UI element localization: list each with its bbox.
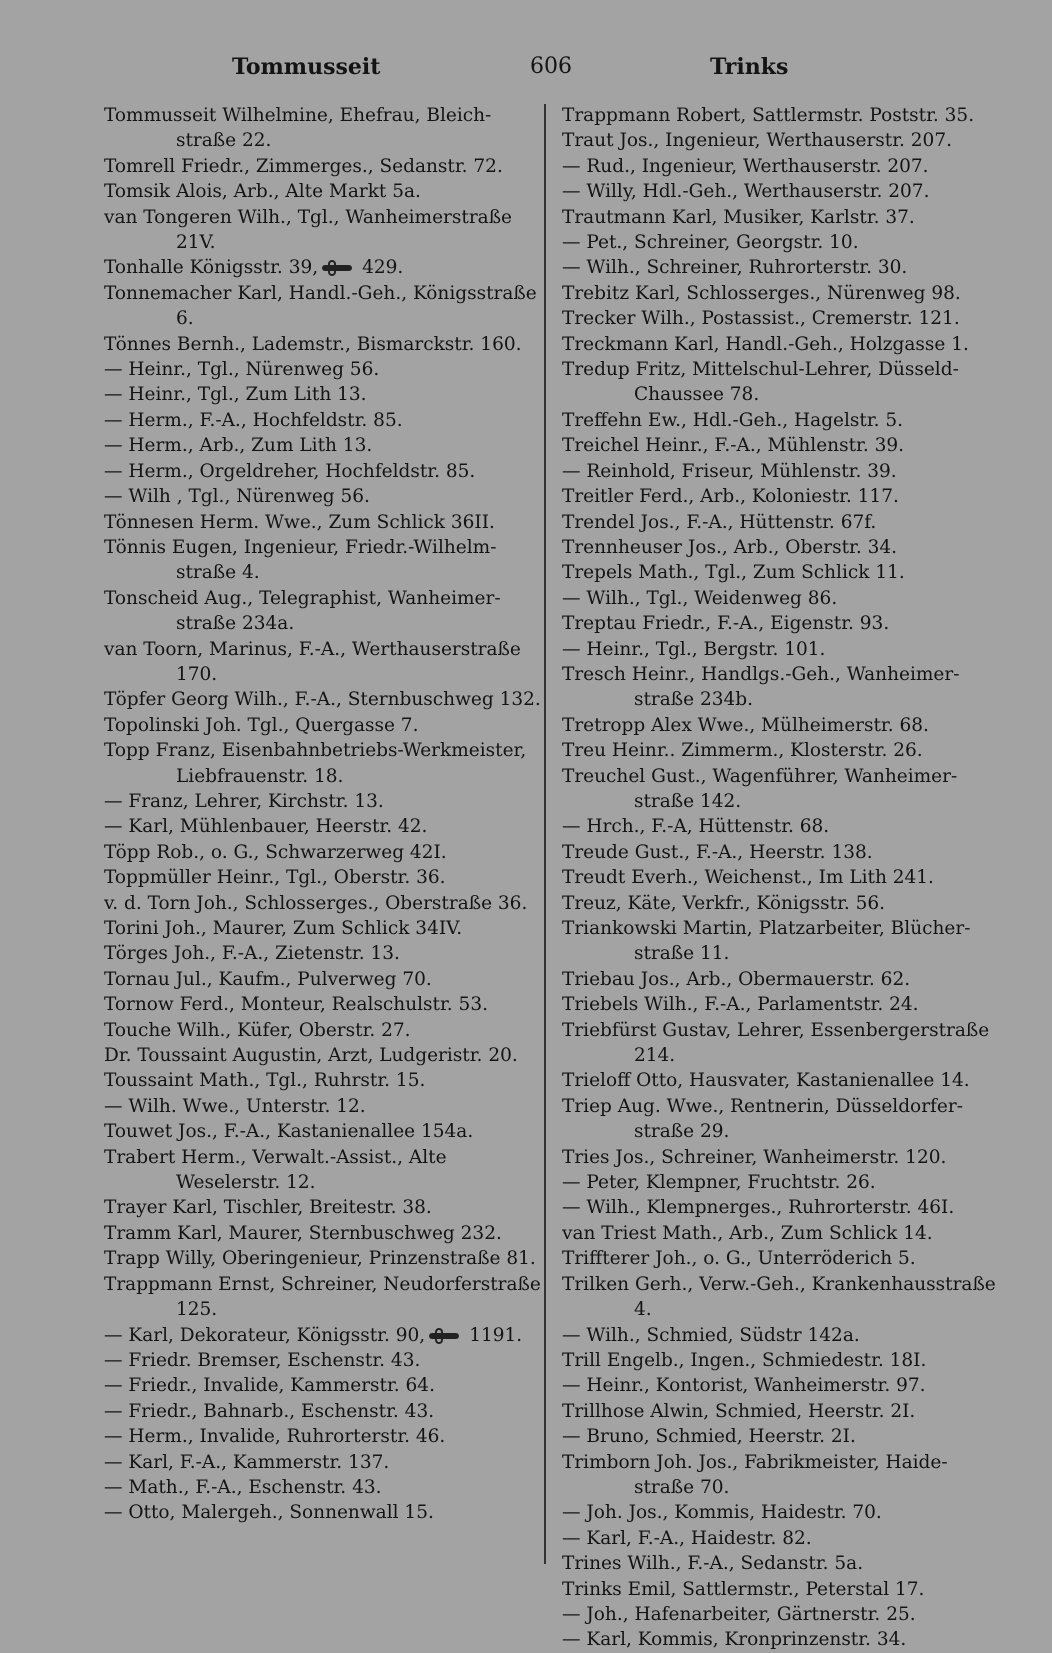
directory-entry	[562, 255, 1000, 280]
directory-entry	[562, 230, 1000, 255]
directory-entry	[562, 128, 1000, 153]
directory-entry	[562, 1068, 1000, 1093]
entry-text: Tomsik Alois, Arb., Alte Markt 5a.	[104, 181, 421, 203]
directory-entry	[104, 1246, 542, 1271]
directory-entry	[562, 865, 1000, 890]
entry-text: Tredup Fritz, Mittelschul-Lehrer, DüsseldChaussee 78.	[562, 359, 959, 406]
entry-text: — Heinr., Kontorist, Wanheimerstr. 97.	[562, 1375, 926, 1397]
directory-entry	[104, 814, 542, 839]
entry-text: Trayer Karl, Tischler, Breitestr. 38.	[104, 1197, 432, 1219]
entry-text: — Reinhold, Friseur, Mühlenstr. 39.	[562, 460, 897, 482]
entry-text: — Joh., Hafenarbeiter, Gärtnerstr. 25.	[562, 1603, 916, 1625]
entry-text: — Wilh., Schmied, Südstr 142a.	[562, 1324, 860, 1346]
entry-text: — Heinr., Tgl., Nürenweg 56.	[104, 359, 380, 381]
entry-text: Trilken Gerh., Verw.-Geh., Krankenhausstraße 4.	[562, 1273, 996, 1321]
entry-text: Töpp Rob., o. G., Schwarzerweg 42I.	[104, 841, 447, 863]
entry-text: — Herm., Orgeldreher, Hochfeldstr. 85.	[104, 460, 476, 482]
directory-entry	[104, 357, 542, 382]
entry-text: Tonscheid Aug., Telegraphist, Wanheimerstraße 234a.	[104, 587, 501, 635]
entry-text: — Bruno, Schmied, Heerstr. 2I.	[562, 1426, 856, 1448]
directory-entry	[104, 941, 542, 966]
entry-text: Tornow Ferd., Monteur, Realschulstr. 53.	[104, 994, 488, 1016]
entry-text: Treichel Heinr., F.-A., Mühlenstr. 39.	[562, 435, 904, 457]
directory-entry	[562, 814, 1000, 839]
directory-entry	[104, 103, 542, 154]
column-divider	[544, 104, 546, 1564]
entry-text: Tresch Heinr., Handlgs.-Geh., Wanheimerstraße 234b.	[562, 663, 960, 711]
entry-text: Trabert Herm., Verwalt.-Assist., Alte Weselerstr. 12.	[104, 1146, 447, 1194]
directory-entry	[562, 1221, 1000, 1246]
directory-entry	[562, 1399, 1000, 1424]
entry-text: — Heinr., Tgl., Zum Lith 13.	[104, 384, 367, 406]
directory-entry	[562, 1348, 1000, 1373]
entry-text: Tretropp Alex Wwe., Mülheimerstr. 68.	[562, 714, 929, 736]
entry-text: Trappmann Robert, Sattlermstr. Poststr. 35.	[562, 105, 975, 126]
directory-entry	[562, 611, 1000, 636]
entry-text: Töpfer Georg Wilh., F.-A., Sternbuschweg 132.	[104, 689, 541, 711]
directory-entry	[562, 840, 1000, 865]
entry-text: Trendel Jos., F.-A., Hüttenstr. 67f.	[562, 511, 877, 533]
entry-text: Trillhose Alwin, Schmied, Heerstr. 2I.	[562, 1400, 916, 1422]
entry-text: Triebels Wilh., F.-A., Parlamentstr. 24.	[562, 994, 919, 1016]
entry-text: van Toorn, Marinus, F.-A., Werthauserstraße 170.	[104, 638, 521, 685]
entry-text: Topolinski Joh. Tgl., Quergasse 7.	[104, 714, 419, 736]
entry-text: — Friedr. Bremser, Eschenstr. 43.	[104, 1349, 421, 1371]
directory-entry	[104, 789, 542, 814]
directory-entry	[562, 967, 1000, 992]
directory-entry	[104, 865, 542, 890]
directory-entry	[104, 179, 542, 204]
entry-text: Treffehn Ew., Hdl.-Geh., Hagelstr. 5.	[562, 409, 904, 431]
directory-entry	[562, 1145, 1000, 1170]
entry-text: — Wilh., Tgl., Weidenweg 86.	[562, 587, 838, 609]
entry-text: Treptau Friedr., F.-A., Eigenstr. 93.	[562, 613, 890, 635]
directory-entry	[562, 891, 1000, 916]
directory-entry	[562, 1170, 1000, 1195]
directory-entry	[104, 205, 542, 256]
directory-entry	[562, 1018, 1000, 1069]
directory-entry	[562, 738, 1000, 763]
directory-entry	[562, 1577, 1000, 1602]
entry-text: — Franz, Lehrer, Kirchstr. 13.	[104, 790, 384, 812]
directory-entry	[562, 332, 1000, 357]
directory-entry	[104, 332, 542, 357]
entry-text: Triebfürst Gustav, Lehrer, Essenbergerstraße 214.	[562, 1019, 990, 1067]
directory-entry	[562, 535, 1000, 560]
directory-entry	[104, 1043, 542, 1068]
entry-text: Torini Joh., Maurer, Zum Schlick 34IV.	[104, 918, 463, 939]
entry-text: Tramm Karl, Maurer, Sternbuschweg 232.	[104, 1222, 502, 1244]
directory-entry	[562, 992, 1000, 1017]
entry-text: Trautmann Karl, Musiker, Karlstr. 37.	[562, 206, 915, 228]
directory-entry	[562, 1272, 1000, 1323]
directory-entry	[104, 1373, 542, 1398]
entry-text: Tries Jos., Schreiner, Wanheimerstr. 120.	[562, 1146, 947, 1168]
directory-entry	[104, 510, 542, 535]
entry-text: Törges Joh., F.-A., Zietenstr. 13.	[104, 943, 400, 965]
directory-entry	[562, 459, 1000, 484]
directory-entry	[562, 662, 1000, 713]
directory-entry	[104, 484, 542, 509]
directory-entry	[562, 154, 1000, 179]
header-left-keyword: Tommusseit	[232, 54, 381, 80]
entry-text: — Karl, Dekorateur, Königsstr. 90,	[104, 1324, 426, 1346]
entry-text: — Peter, Klempner, Fruchtstr. 26.	[562, 1172, 876, 1194]
page-number: 606	[530, 54, 572, 79]
entry-text: Trennheuser Jos., Arb., Oberstr. 34.	[562, 536, 898, 558]
entry-text: Tonnemacher Karl, Handl.-Geh., Königsstraße 6.	[104, 282, 537, 330]
entry-text: — Pet., Schreiner, Georgstr. 10.	[562, 232, 859, 254]
entry-text: Triffterer Joh., o. G., Unterröderich 5.	[562, 1248, 916, 1270]
entry-text: Tönnis Eugen, Ingenieur, Friedr.-Wilhelmstraße 4.	[104, 536, 497, 584]
directory-entry	[562, 1094, 1000, 1145]
directory-entry	[562, 764, 1000, 815]
entry-text: — Joh. Jos., Kommis, Haidestr. 70.	[562, 1502, 882, 1524]
directory-entry	[104, 738, 542, 789]
directory-entry	[104, 1272, 542, 1323]
directory-entry	[562, 1551, 1000, 1576]
directory-entry	[104, 992, 542, 1017]
entry-text: Trimborn Joh. Jos., Fabrikmeister, Haidestraße 70.	[562, 1451, 948, 1498]
entry-text: Tomrell Friedr., Zimmerges., Sedanstr. 72.	[104, 155, 503, 177]
entry-text: Tonhalle Königsstr. 39,	[104, 257, 319, 279]
entry-text: — Math., F.-A., Eschenstr. 43.	[104, 1476, 382, 1498]
entry-text: Tönnes Bernh., Lademstr., Bismarckstr. 160.	[104, 333, 522, 355]
entry-text: — Karl, Kommis, Kronprinzenstr. 34.	[562, 1629, 907, 1651]
directory-entry	[104, 1323, 542, 1348]
entry-text: — Herm., Invalide, Ruhrorterstr. 46.	[104, 1426, 446, 1448]
directory-entry	[104, 433, 542, 458]
entry-text: Triankowski Martin, Platzarbeiter, Blücherstraße 11.	[562, 918, 971, 965]
directory-entry	[104, 967, 542, 992]
directory-entry	[104, 1145, 542, 1196]
entry-text: Touche Wilh., Küfer, Oberstr. 27.	[104, 1019, 411, 1041]
entry-text: Triebau Jos., Arb., Obermauerstr. 62.	[562, 968, 911, 990]
directory-entry	[562, 1195, 1000, 1220]
directory-entry	[562, 306, 1000, 331]
directory-entry	[562, 586, 1000, 611]
entry-text: Trinks Emil, Sattlermstr., Peterstal 17.	[562, 1578, 925, 1600]
directory-entry	[104, 281, 542, 332]
directory-entry	[104, 1450, 542, 1475]
entry-text: Treude Gust., F.-A., Heerstr. 138.	[562, 841, 873, 863]
directory-entry	[104, 1221, 542, 1246]
entry-text: Treitler Ferd., Arb., Koloniestr. 117.	[562, 486, 899, 508]
phone-number: 429.	[362, 257, 404, 279]
directory-entry	[562, 357, 1000, 408]
entry-text: van Triest Math., Arb., Zum Schlick 14.	[562, 1222, 933, 1244]
directory-entry	[104, 535, 542, 586]
directory-entry	[104, 713, 542, 738]
entry-text: v. d. Torn Joh., Schlosserges., Oberstraße 36.	[104, 892, 528, 914]
entry-text: — Wilh., Schreiner, Ruhrorterstr. 30.	[562, 257, 908, 279]
entry-text: Trines Wilh., F.-A., Sedanstr. 5a.	[562, 1553, 864, 1575]
directory-entry	[562, 408, 1000, 433]
directory-entry	[562, 916, 1000, 967]
entry-text: Trebitz Karl, Schlosserges., Nürenweg 98.	[562, 282, 961, 304]
directory-entry	[562, 1373, 1000, 1398]
entry-text: — Karl, Mühlenbauer, Heerstr. 42.	[104, 816, 428, 838]
entry-text: Trappmann Ernst, Schreiner, Neudorferstraße 125.	[104, 1273, 541, 1321]
entry-text: Toussaint Math., Tgl., Ruhrstr. 15.	[104, 1070, 426, 1092]
directory-entry	[562, 1424, 1000, 1449]
entry-text: Trepels Math., Tgl., Zum Schlick 11.	[562, 562, 905, 584]
left-column	[104, 103, 542, 1526]
directory-entry	[562, 713, 1000, 738]
entry-text: — Wilh., Klempnerges., Ruhrorterstr. 46I.	[562, 1197, 955, 1219]
entry-text: — Wilh. Wwe., Unterstr. 12.	[104, 1095, 366, 1117]
directory-entry	[104, 1068, 542, 1093]
entry-text: — Otto, Malergeh., Sonnenwall 15.	[104, 1502, 434, 1524]
entry-text: — Herm., Arb., Zum Lith 13.	[104, 435, 373, 457]
entry-text: Tornau Jul., Kaufm., Pulverweg 70.	[104, 968, 432, 990]
directory-entry	[104, 586, 542, 637]
entry-text: Treudt Everh., Weichenst., Im Lith 241.	[562, 867, 934, 889]
directory-entry	[104, 1475, 542, 1500]
entry-text: Dr. Toussaint Augustin, Arzt, Ludgeristr. 20.	[104, 1045, 518, 1067]
telephone-icon	[429, 1330, 463, 1342]
directory-entry	[104, 916, 542, 941]
directory-entry	[104, 1195, 542, 1220]
directory-entry	[562, 1500, 1000, 1525]
directory-entry	[104, 382, 542, 407]
entry-text: Treu Heinr.. Zimmerm., Klosterstr. 26.	[562, 740, 923, 762]
entry-text: Treckmann Karl, Handl.-Geh., Holzgasse 1.	[562, 333, 969, 355]
directory-entry	[562, 179, 1000, 204]
entry-text: Traut Jos., Ingenieur, Werthauserstr. 207.	[562, 130, 952, 152]
directory-entry	[104, 1399, 542, 1424]
entry-text: — Hrch., F.-A, Hüttenstr. 68.	[562, 816, 830, 838]
directory-entry	[104, 637, 542, 688]
directory-entry	[104, 154, 542, 179]
entry-text: — Friedr., Invalide, Kammerstr. 64.	[104, 1375, 435, 1397]
phone-number: 1191.	[469, 1324, 523, 1346]
entry-text: — Rud., Ingenieur, Werthauserstr. 207.	[562, 155, 929, 177]
directory-entry	[562, 1323, 1000, 1348]
entry-text: Triep Aug. Wwe., Rentnerin, Düsseldorferstraße 29.	[562, 1095, 963, 1143]
directory-entry	[104, 1348, 542, 1373]
directory-entry	[104, 1119, 542, 1144]
page-header	[92, 54, 792, 94]
telephone-icon	[322, 262, 356, 274]
directory-entry	[562, 637, 1000, 662]
directory-entry	[104, 408, 542, 433]
entry-text: van Tongeren Wilh., Tgl., Wanheimerstraße 21V.	[104, 206, 513, 254]
entry-text: Trill Engelb., Ingen., Schmiedestr. 18I.	[562, 1349, 927, 1371]
directory-entry	[562, 1627, 1000, 1652]
right-column	[562, 103, 1000, 1653]
directory-entry	[104, 1018, 542, 1043]
directory-entry	[562, 281, 1000, 306]
entry-text: — Wilh , Tgl., Nürenweg 56.	[104, 486, 370, 508]
entry-text: — Karl, F.-A., Haidestr. 82.	[562, 1527, 812, 1549]
directory-entry	[104, 255, 542, 280]
directory-entry	[562, 560, 1000, 585]
directory-entry	[104, 1424, 542, 1449]
entry-text: Trecker Wilh., Postassist., Cremerstr. 121.	[562, 308, 960, 330]
entry-text: Trapp Willy, Oberingenieur, Prinzenstraße 81.	[104, 1248, 536, 1270]
directory-entry	[562, 1602, 1000, 1627]
directory-entry	[562, 205, 1000, 230]
entry-text: — Friedr., Bahnarb., Eschenstr. 43.	[104, 1400, 435, 1422]
entry-text: Treuz, Käte, Verkfr., Königsstr. 56.	[562, 892, 886, 914]
directory-entry	[562, 510, 1000, 535]
entry-text: Touwet Jos., F.-A., Kastanienallee 154a.	[104, 1121, 474, 1143]
entry-text: — Heinr., Tgl., Bergstr. 101.	[562, 638, 826, 660]
directory-entry	[104, 891, 542, 916]
entry-text: Topp Franz, Eisenbahnbetriebs-Werkmeister, Liebfrauenstr. 18.	[104, 740, 527, 787]
directory-entry	[562, 1246, 1000, 1271]
directory-entry	[104, 687, 542, 712]
directory-entry	[562, 103, 1000, 128]
directory-entry	[104, 1094, 542, 1119]
entry-text: Toppmüller Heinr., Tgl., Oberstr. 36.	[104, 867, 446, 889]
directory-entry	[562, 1450, 1000, 1501]
entry-text: Treuchel Gust., Wagenführer, Wanheimerstraße 142.	[562, 765, 958, 812]
directory-entry	[562, 1526, 1000, 1551]
entry-text: — Herm., F.-A., Hochfeldstr. 85.	[104, 409, 403, 431]
entry-text: — Willy, Hdl.-Geh., Werthauserstr. 207.	[562, 181, 930, 203]
directory-entry	[104, 1500, 542, 1525]
directory-entry	[562, 484, 1000, 509]
entry-text: Trieloff Otto, Hausvater, Kastanienallee 14.	[562, 1070, 970, 1092]
entry-text: Tommusseit Wilhelmine, Ehefrau, Bleichstraße 22.	[104, 105, 492, 152]
entry-text: Tönnesen Herm. Wwe., Zum Schlick 36II.	[104, 511, 495, 533]
entry-text: — Karl, F.-A., Kammerstr. 137.	[104, 1451, 390, 1473]
directory-entry	[562, 433, 1000, 458]
directory-entry	[104, 459, 542, 484]
header-right-keyword: Trinks	[710, 54, 789, 80]
directory-entry	[104, 840, 542, 865]
